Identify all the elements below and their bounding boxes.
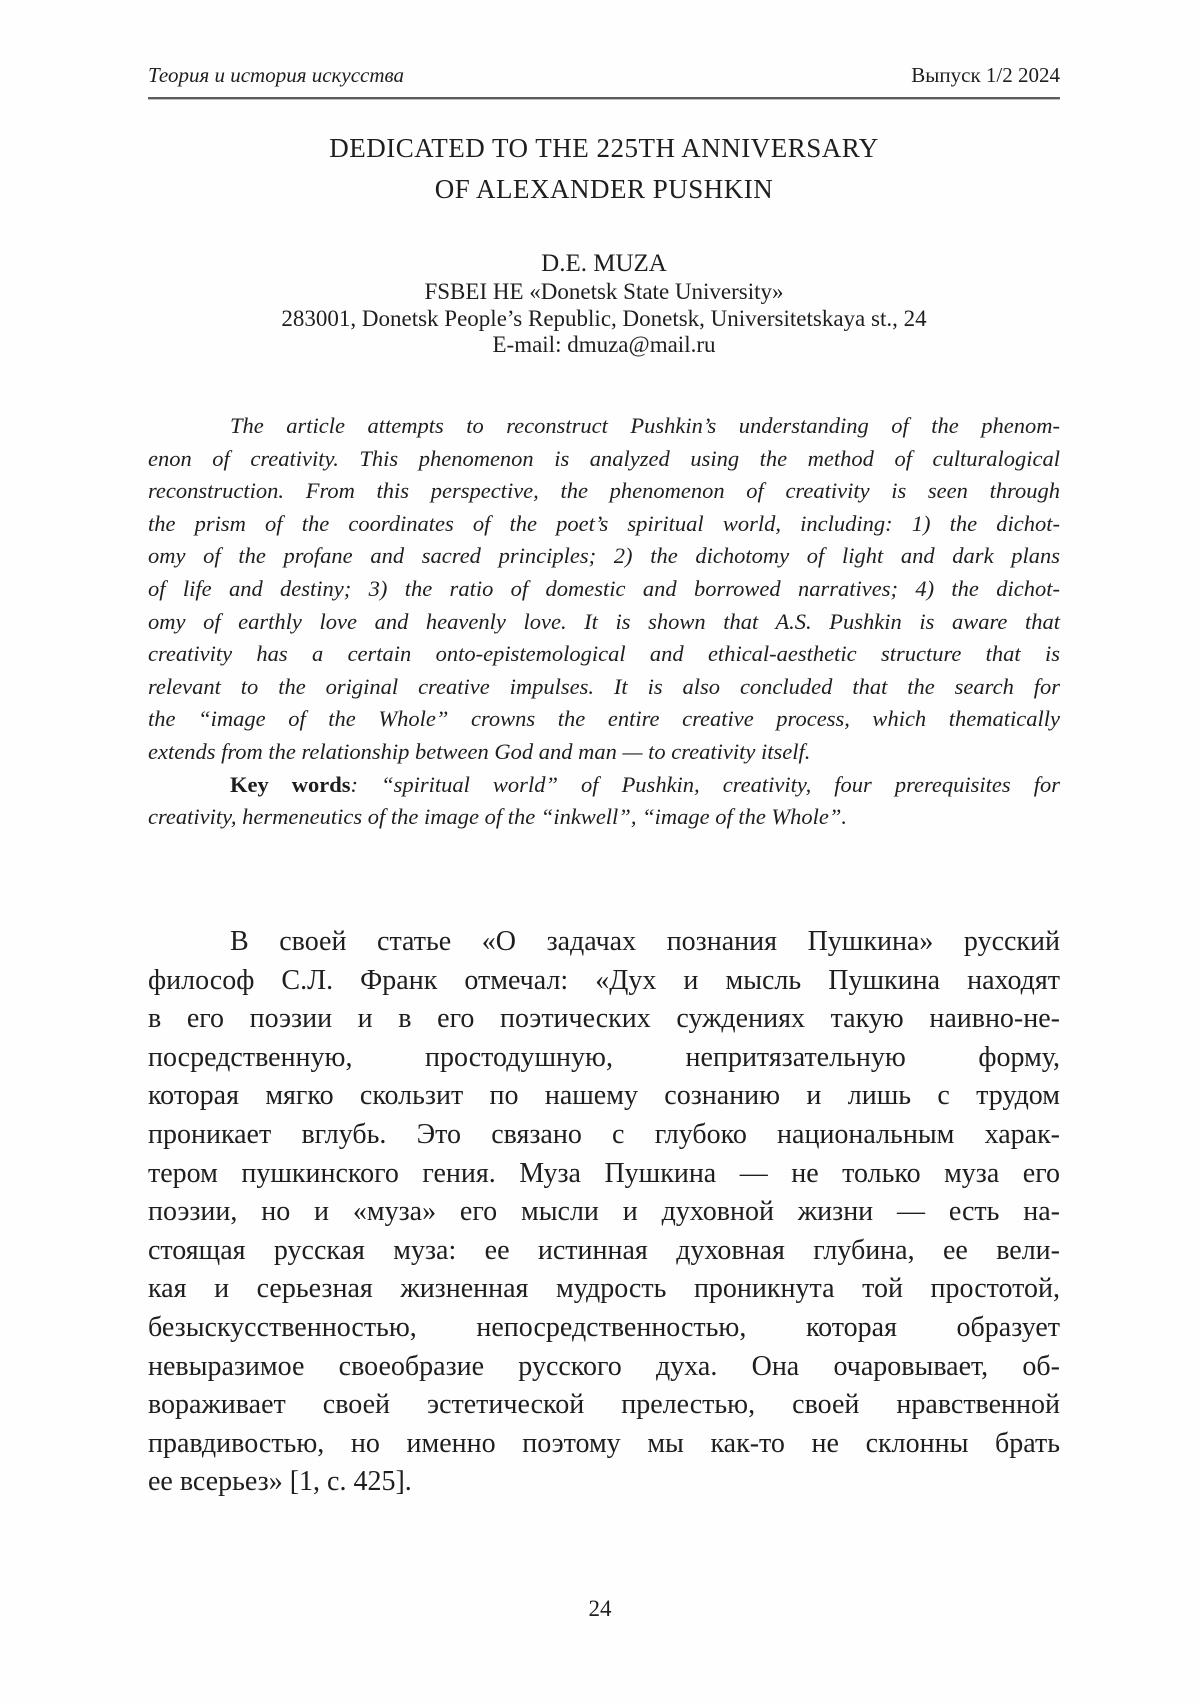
- article-title-line-1: DEDICATED TO THE 225TH ANNIVERSARY: [329, 133, 879, 163]
- keywords-line-2: creativity, hermeneutics of the image of the “inkwell”, “image of the Whole”.: [148, 804, 848, 830]
- journal-title: Теория и история искусства: [148, 63, 404, 87]
- text-line: reconstruction. From this perspective, the phenomenon of creativity is seen through: [148, 478, 1060, 504]
- keywords-text-1: : “spiritual world” of Pushkin, creativity, four prerequisites for: [350, 771, 1060, 797]
- text-line: enon of creativity. This phenomenon is analyzed using the method of culturalogical: [148, 445, 1060, 471]
- author-name: D.E. MUZA: [541, 250, 667, 277]
- text-line: поэзии, но и «муза» его мысли и духовной жизни — есть на-: [148, 1196, 1060, 1228]
- text-line: The article attempts to reconstruct Pushkin’s understanding of the phenom-: [230, 413, 1060, 438]
- keywords-paragraph: [148, 769, 1060, 834]
- article-title: [148, 128, 1060, 210]
- text-line: в его поэзии и в его поэтических суждениях такую наивно-не-: [148, 1003, 1060, 1035]
- header-divider: [148, 97, 1060, 100]
- text-line: философ С.Л. Франк отмечал: «Дух и мысль Пушкина находят: [148, 964, 1060, 996]
- author-affiliation: FSBEI HE «Donetsk State University»: [424, 279, 784, 304]
- page-number: 24: [588, 1596, 612, 1621]
- body-paragraph: [148, 923, 1060, 1502]
- text-line: the prism of the coordinates of the poet’s spiritual world, including: 1) the dichot-: [148, 510, 1060, 536]
- text-line: тером пушкинского гения. Муза Пушкина — не только муза его: [148, 1157, 1060, 1189]
- text-line: ее всерьез» [1, с. 425].: [148, 1466, 412, 1498]
- keywords-label: Key words: [230, 771, 351, 797]
- text-line: вораживает своей эстетической прелестью, своей нравственной: [148, 1389, 1060, 1421]
- text-line: невыразимое своеобразие русского духа. Она очаровывает, об-: [148, 1350, 1060, 1382]
- keywords-line-1: [148, 769, 1060, 802]
- text-line: стоящая русская муза: ее истинная духовная глубина, ее вели-: [148, 1234, 1060, 1266]
- text-line: the “image of the Whole” crowns the entire creative process, which thematically: [148, 706, 1060, 732]
- text-line: посредственную, простодушную, непритязательную форму,: [148, 1041, 1060, 1073]
- abstract-paragraph: [148, 410, 1060, 769]
- abstract-and-keywords: [148, 410, 1060, 834]
- text-line: relevant to the original creative impulses. It is also concluded that the search for: [148, 673, 1060, 699]
- text-line: правдивостью, но именно поэтому мы как-то не склонны брать: [148, 1427, 1060, 1459]
- text-line: creativity has a certain onto-epistemological and ethical-aesthetic structure that is: [148, 641, 1060, 667]
- author-address: 283001, Donetsk People’s Republic, Donetsk, Universitetskaya st., 24: [281, 305, 927, 331]
- text-line: omy of earthly love and heavenly love. It is shown that A.S. Pushkin is aware that: [148, 608, 1060, 634]
- author-block: [148, 249, 1060, 359]
- running-header: [148, 62, 1060, 88]
- text-line: omy of the profane and sacred principles; 2) the dichotomy of light and dark plans: [148, 543, 1060, 569]
- text-line: проникает вглубь. Это связано с глубоко национальным харак-: [148, 1118, 1060, 1150]
- article-title-line-2: OF ALEXANDER PUSHKIN: [434, 174, 774, 204]
- text-line: extends from the relationship between God and man — to creativity itself.: [148, 738, 811, 764]
- author-email: E-mail: dmuza@mail.ru: [492, 332, 716, 357]
- text-line: кая и серьезная жизненная мудрость проникнута той простотой,: [148, 1273, 1060, 1305]
- issue-label: Выпуск 1/2 2024: [911, 63, 1060, 87]
- text-line: безыскусственностью, непосредственностью, которая образует: [148, 1311, 1060, 1343]
- text-line: of life and destiny; 3) the ratio of domestic and borrowed narratives; 4) the dichot-: [148, 575, 1060, 601]
- text-line: В своей статье «О задачах познания Пушкина» русский: [230, 926, 1060, 957]
- text-line: которая мягко скользит по нашему сознанию и лишь с трудом: [148, 1080, 1060, 1112]
